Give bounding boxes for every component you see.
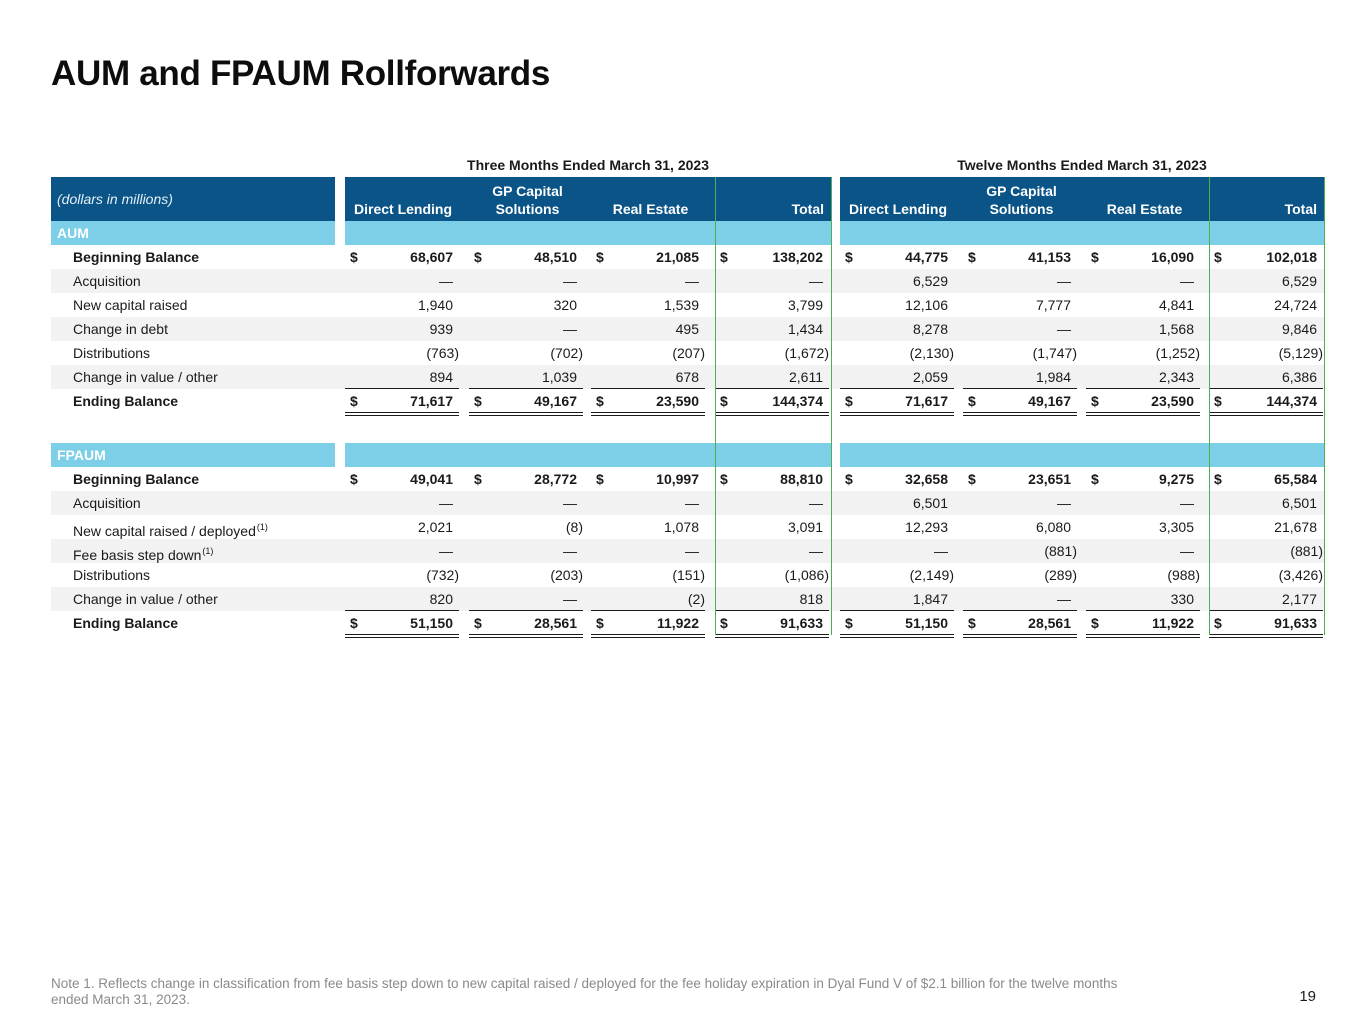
currency-symbol: $ [474, 249, 482, 265]
table-cell: (881) [1290, 543, 1323, 559]
table-cell: 3,799 [787, 297, 823, 313]
table-cell: 16,090 [1151, 249, 1194, 265]
table-cell: 21,085 [656, 249, 699, 265]
currency-symbol: $ [845, 393, 853, 409]
page-number: 19 [1299, 988, 1316, 1005]
total-column-border [831, 177, 832, 635]
row-label: Change in debt [73, 321, 168, 337]
currency-symbol: $ [350, 471, 358, 487]
table-cell: 2,343 [1158, 369, 1194, 385]
currency-symbol: $ [720, 249, 728, 265]
table-cell: (207) [672, 345, 705, 361]
table-cell: — [439, 543, 453, 559]
table-cell: 7,777 [1035, 297, 1071, 313]
table-cell: 65,584 [1274, 471, 1317, 487]
table-cell: — [439, 273, 453, 289]
table-cell: 11,922 [1151, 615, 1194, 631]
table-cell: 51,150 [905, 615, 948, 631]
table-cell: 32,658 [905, 471, 948, 487]
section-band [840, 443, 1324, 467]
currency-symbol: $ [720, 615, 728, 631]
row-label: Change in value / other [73, 591, 218, 607]
total-double-rule [840, 412, 954, 416]
row-label: Beginning Balance [73, 249, 200, 265]
table-cell: 48,510 [534, 249, 577, 265]
currency-symbol: $ [1091, 393, 1099, 409]
table-cell: 28,561 [534, 615, 577, 631]
table-cell: 6,501 [1281, 495, 1317, 511]
currency-symbol: $ [596, 471, 604, 487]
row-label: New capital raised / deployed$^{(1)}$ [73, 522, 268, 539]
table-cell: 144,374 [1266, 393, 1317, 409]
total-column-border [715, 177, 716, 635]
table-cell: (3,426) [1278, 567, 1323, 583]
table-cell: 1,847 [912, 591, 948, 607]
table-cell: 144,374 [772, 393, 823, 409]
total-double-rule [591, 634, 705, 638]
table-cell: 24,724 [1274, 297, 1317, 313]
table-cell: — [439, 495, 453, 511]
table-cell: 91,633 [780, 615, 823, 631]
total-double-rule [1209, 634, 1323, 638]
currency-symbol: $ [720, 393, 728, 409]
table-cell: (1,672) [784, 345, 829, 361]
currency-symbol: $ [350, 615, 358, 631]
total-double-rule [1086, 412, 1200, 416]
table-cell: 23,590 [1151, 393, 1194, 409]
table-cell: 102,018 [1266, 249, 1317, 265]
table-cell: 44,775 [905, 249, 948, 265]
table-cell: 6,080 [1035, 519, 1071, 535]
table-cell: 820 [429, 591, 453, 607]
table-cell: (988) [1167, 567, 1200, 583]
section-label-fpaum: FPAUM [51, 443, 335, 467]
table-cell: 8,278 [912, 321, 948, 337]
table-cell: 41,153 [1028, 249, 1071, 265]
table-cell: 23,590 [656, 393, 699, 409]
currency-symbol: $ [596, 249, 604, 265]
column-header-gp-capital-solutions: GP Capital Solutions [986, 183, 1057, 217]
table-cell: — [1057, 273, 1071, 289]
row-label: Ending Balance [73, 615, 179, 631]
table-cell: (2,130) [909, 345, 954, 361]
table-cell: 1,434 [787, 321, 823, 337]
table-cell: 28,561 [1028, 615, 1071, 631]
currency-symbol: $ [474, 393, 482, 409]
table-cell: — [563, 495, 577, 511]
table-cell: 4,841 [1158, 297, 1194, 313]
table-cell: 1,984 [1035, 369, 1071, 385]
currency-symbol: $ [596, 615, 604, 631]
table-cell: 818 [799, 591, 823, 607]
currency-symbol: $ [968, 471, 976, 487]
table-cell: 88,810 [780, 471, 823, 487]
table-cell: 894 [429, 369, 453, 385]
table-cell: — [1180, 273, 1194, 289]
total-column-border [1324, 177, 1325, 635]
currency-symbol: $ [474, 471, 482, 487]
total-double-rule [1086, 634, 1200, 638]
table-cell: 51,150 [410, 615, 453, 631]
table-cell: 28,772 [534, 471, 577, 487]
table-cell: 11,922 [656, 615, 699, 631]
table-cell: 12,106 [905, 297, 948, 313]
currency-symbol: $ [968, 249, 976, 265]
column-header-total: Total [791, 201, 824, 217]
table-cell: 71,617 [410, 393, 453, 409]
table-cell: (289) [1044, 567, 1077, 583]
currency-symbol: $ [1091, 615, 1099, 631]
table-cell: 1,568 [1158, 321, 1194, 337]
table-cell: 3,305 [1158, 519, 1194, 535]
table-cell: 2,177 [1281, 591, 1317, 607]
table-cell: — [563, 543, 577, 559]
table-cell: (203) [550, 567, 583, 583]
total-double-rule [469, 412, 583, 416]
table-cell: (881) [1044, 543, 1077, 559]
table-cell: (702) [550, 345, 583, 361]
row-label: Ending Balance [73, 393, 179, 409]
total-double-rule [345, 412, 459, 416]
table-cell: 10,997 [656, 471, 699, 487]
table-cell: 1,539 [663, 297, 699, 313]
period-header-three-months: Three Months Ended March 31, 2023 [467, 157, 709, 173]
table-cell: 2,059 [912, 369, 948, 385]
row-label: Distributions [73, 567, 151, 583]
table-cell: (5,129) [1278, 345, 1323, 361]
total-double-rule [345, 634, 459, 638]
table-cell: — [1057, 591, 1071, 607]
table-cell: (1,747) [1032, 345, 1077, 361]
table-cell: 495 [675, 321, 699, 337]
table-cell: 939 [429, 321, 453, 337]
table-cell: (732) [426, 567, 459, 583]
total-double-rule [963, 634, 1077, 638]
currency-symbol: $ [845, 615, 853, 631]
table-cell: 678 [675, 369, 699, 385]
table-cell: (1,252) [1155, 345, 1200, 361]
total-column-border [1209, 177, 1210, 635]
currency-symbol: $ [350, 393, 358, 409]
table-cell: (2,149) [909, 567, 954, 583]
currency-symbol: $ [1214, 249, 1222, 265]
currency-symbol: $ [968, 615, 976, 631]
table-cell: — [685, 273, 699, 289]
section-band [840, 221, 1324, 245]
table-cell: (1,086) [784, 567, 829, 583]
column-header-real-estate: Real Estate [1106, 201, 1183, 217]
currency-symbol: $ [845, 249, 853, 265]
currency-symbol: $ [474, 615, 482, 631]
table-cell: 91,633 [1274, 615, 1317, 631]
table-cell: (2) [687, 591, 705, 607]
table-cell: 12,293 [905, 519, 948, 535]
table-cell: 1,078 [663, 519, 699, 535]
column-header-gp-capital-solutions: GP Capital Solutions [492, 183, 563, 217]
row-label: New capital raised [73, 297, 188, 313]
table-cell: 1,940 [417, 297, 453, 313]
column-header-direct-lending: Direct Lending [849, 201, 948, 217]
table-cell: — [685, 543, 699, 559]
column-header-direct-lending: Direct Lending [354, 201, 453, 217]
table-cell: (151) [672, 567, 705, 583]
currency-symbol: $ [596, 393, 604, 409]
units-label: (dollars in millions) [51, 177, 335, 221]
table-cell: 138,202 [772, 249, 823, 265]
page-title: AUM and FPAUM Rollforwards [51, 54, 551, 93]
table-cell: 71,617 [905, 393, 948, 409]
row-label: Change in value / other [73, 369, 218, 385]
table-cell: 9,846 [1281, 321, 1317, 337]
column-header-total: Total [1284, 201, 1317, 217]
table-cell: — [1180, 495, 1194, 511]
table-cell: 23,651 [1028, 471, 1071, 487]
table-cell: 2,021 [417, 519, 453, 535]
table-cell: 49,167 [534, 393, 577, 409]
period-header-twelve-months: Twelve Months Ended March 31, 2023 [957, 157, 1207, 173]
table-cell: — [809, 273, 823, 289]
total-double-rule [469, 634, 583, 638]
section-label-aum: AUM [51, 221, 335, 245]
table-cell: — [809, 495, 823, 511]
table-cell: — [809, 543, 823, 559]
table-cell: 2,611 [789, 369, 823, 385]
currency-symbol: $ [1214, 393, 1222, 409]
table-cell: 6,529 [912, 273, 948, 289]
total-double-rule [1209, 412, 1323, 416]
section-band [345, 443, 831, 467]
currency-symbol: $ [968, 393, 976, 409]
table-cell: (8) [565, 519, 583, 535]
currency-symbol: $ [1214, 471, 1222, 487]
table-cell: 9,275 [1158, 471, 1194, 487]
table-cell: 6,386 [1281, 369, 1317, 385]
table-cell: 6,501 [912, 495, 948, 511]
table-cell: — [1057, 321, 1071, 337]
table-cell: — [934, 543, 948, 559]
table-cell: 49,041 [410, 471, 453, 487]
column-header-real-estate: Real Estate [612, 201, 689, 217]
table-cell: — [1180, 543, 1194, 559]
table-cell: 68,607 [410, 249, 453, 265]
table-cell: — [563, 591, 577, 607]
footnote: Note 1. Reflects change in classification from fee basis step down to new capital raised / deployed for the fee holiday expiration in Dyal Fund V of $2.1 billion for the twelve months ended March 31, 2023. [51, 976, 1118, 1007]
currency-symbol: $ [1091, 249, 1099, 265]
table-cell: 330 [1170, 591, 1194, 607]
row-label: Acquisition [73, 273, 141, 289]
total-double-rule [963, 412, 1077, 416]
table-cell: 320 [553, 297, 577, 313]
total-double-rule [840, 634, 954, 638]
section-band [345, 221, 831, 245]
currency-symbol: $ [720, 471, 728, 487]
currency-symbol: $ [845, 471, 853, 487]
table-cell: — [685, 495, 699, 511]
table-cell: 21,678 [1274, 519, 1317, 535]
table-cell: 1,039 [541, 369, 577, 385]
currency-symbol: $ [1091, 471, 1099, 487]
table-cell: — [1057, 495, 1071, 511]
row-label: Distributions [73, 345, 151, 361]
row-label: Acquisition [73, 495, 141, 511]
row-label: Beginning Balance [73, 471, 200, 487]
table-cell: — [563, 321, 577, 337]
table-cell: (763) [426, 345, 459, 361]
total-double-rule [591, 412, 705, 416]
table-cell: 3,091 [787, 519, 823, 535]
row-label: Fee basis step down$^{(1)}$ [73, 546, 214, 563]
total-double-rule [715, 412, 829, 416]
currency-symbol: $ [1214, 615, 1222, 631]
table-cell: — [563, 273, 577, 289]
currency-symbol: $ [350, 249, 358, 265]
total-double-rule [715, 634, 829, 638]
table-cell: 6,529 [1281, 273, 1317, 289]
table-cell: 49,167 [1028, 393, 1071, 409]
